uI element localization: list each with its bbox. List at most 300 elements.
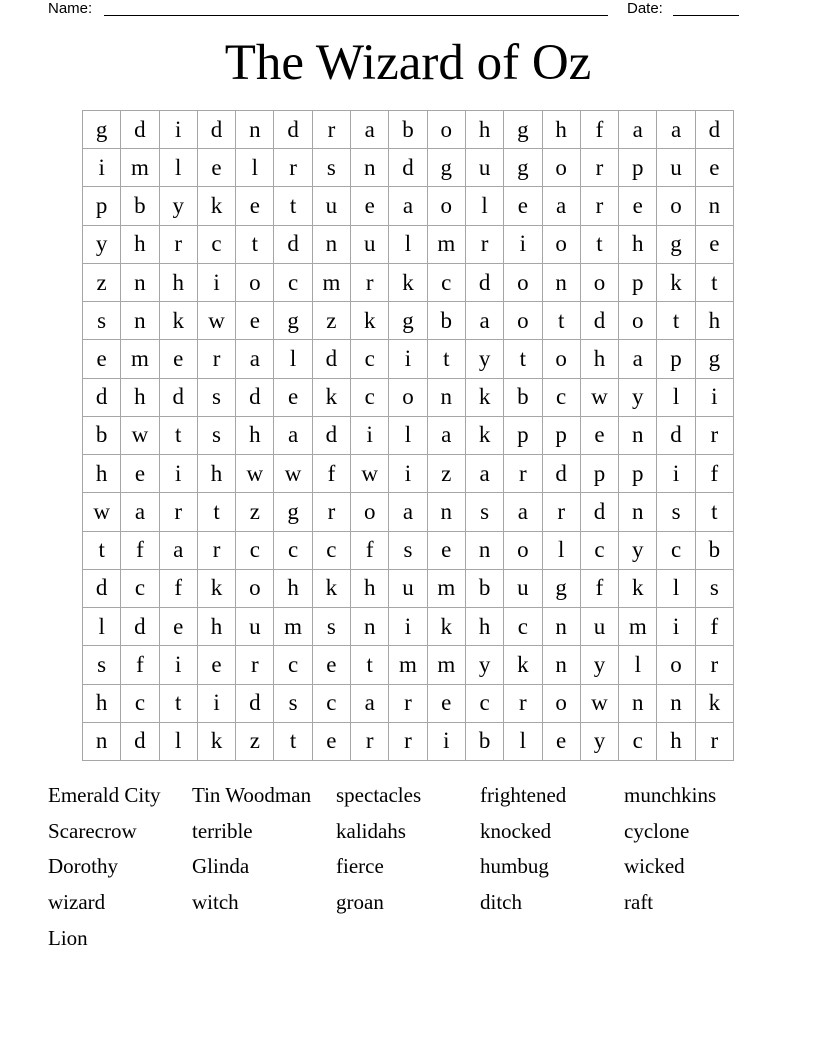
grid-cell[interactable]: l: [83, 608, 121, 646]
grid-cell[interactable]: y: [83, 226, 121, 264]
grid-cell[interactable]: o: [543, 340, 581, 378]
grid-cell[interactable]: b: [504, 379, 542, 417]
grid-cell[interactable]: t: [657, 302, 695, 340]
grid-cell[interactable]: f: [121, 646, 159, 684]
grid-cell[interactable]: m: [121, 149, 159, 187]
grid-cell[interactable]: a: [543, 187, 581, 225]
grid-cell[interactable]: r: [274, 149, 312, 187]
grid-cell[interactable]: m: [313, 264, 351, 302]
grid-cell[interactable]: n: [619, 493, 657, 531]
grid-cell[interactable]: c: [504, 608, 542, 646]
grid-cell[interactable]: s: [657, 493, 695, 531]
grid-cell[interactable]: n: [313, 226, 351, 264]
grid-cell[interactable]: g: [504, 149, 542, 187]
grid-cell[interactable]: t: [83, 532, 121, 570]
grid-cell[interactable]: s: [83, 646, 121, 684]
grid-cell[interactable]: t: [696, 493, 734, 531]
grid-cell[interactable]: a: [619, 340, 657, 378]
grid-cell[interactable]: a: [351, 111, 389, 149]
grid-cell[interactable]: t: [274, 723, 312, 761]
grid-cell[interactable]: c: [121, 570, 159, 608]
grid-cell[interactable]: c: [274, 646, 312, 684]
grid-cell[interactable]: d: [83, 379, 121, 417]
grid-cell[interactable]: b: [121, 187, 159, 225]
grid-cell[interactable]: a: [351, 685, 389, 723]
grid-cell[interactable]: l: [619, 646, 657, 684]
grid-cell[interactable]: n: [121, 264, 159, 302]
grid-cell[interactable]: w: [198, 302, 236, 340]
grid-cell[interactable]: n: [619, 417, 657, 455]
grid-cell[interactable]: r: [313, 111, 351, 149]
grid-cell[interactable]: g: [274, 493, 312, 531]
grid-cell[interactable]: o: [504, 532, 542, 570]
grid-cell[interactable]: c: [313, 532, 351, 570]
grid-cell[interactable]: r: [543, 493, 581, 531]
grid-cell[interactable]: n: [619, 685, 657, 723]
grid-cell[interactable]: i: [160, 455, 198, 493]
grid-cell[interactable]: d: [657, 417, 695, 455]
grid-cell[interactable]: n: [236, 111, 274, 149]
grid-cell[interactable]: z: [428, 455, 466, 493]
grid-cell[interactable]: n: [83, 723, 121, 761]
grid-cell[interactable]: k: [696, 685, 734, 723]
grid-cell[interactable]: u: [351, 226, 389, 264]
grid-cell[interactable]: n: [121, 302, 159, 340]
grid-cell[interactable]: i: [160, 111, 198, 149]
grid-cell[interactable]: g: [389, 302, 427, 340]
grid-cell[interactable]: a: [389, 493, 427, 531]
grid-cell[interactable]: k: [466, 417, 504, 455]
grid-cell[interactable]: b: [466, 570, 504, 608]
grid-cell[interactable]: g: [428, 149, 466, 187]
grid-cell[interactable]: m: [428, 570, 466, 608]
grid-cell[interactable]: e: [313, 723, 351, 761]
word-list-item: fierce: [336, 854, 384, 879]
grid-cell[interactable]: e: [313, 646, 351, 684]
grid-cell[interactable]: u: [313, 187, 351, 225]
grid-cell[interactable]: a: [121, 493, 159, 531]
word-list-item: Glinda: [192, 854, 250, 879]
grid-cell[interactable]: n: [696, 187, 734, 225]
grid-cell[interactable]: t: [696, 264, 734, 302]
grid-cell[interactable]: k: [428, 608, 466, 646]
grid-cell[interactable]: r: [581, 187, 619, 225]
grid-cell[interactable]: t: [581, 226, 619, 264]
grid-cell[interactable]: w: [351, 455, 389, 493]
grid-cell[interactable]: p: [543, 417, 581, 455]
grid-cell[interactable]: k: [657, 264, 695, 302]
grid-cell[interactable]: c: [657, 532, 695, 570]
word-list-item: Dorothy: [48, 854, 118, 879]
grid-cell[interactable]: o: [236, 570, 274, 608]
grid-cell[interactable]: e: [160, 608, 198, 646]
grid-cell[interactable]: d: [389, 149, 427, 187]
grid-cell[interactable]: r: [389, 723, 427, 761]
grid-cell[interactable]: c: [351, 379, 389, 417]
grid-cell[interactable]: c: [466, 685, 504, 723]
grid-cell[interactable]: r: [696, 723, 734, 761]
grid-cell[interactable]: h: [121, 226, 159, 264]
grid-cell[interactable]: r: [351, 264, 389, 302]
grid-cell[interactable]: m: [428, 226, 466, 264]
grid-cell[interactable]: r: [389, 685, 427, 723]
grid-cell[interactable]: i: [198, 264, 236, 302]
grid-cell[interactable]: h: [543, 111, 581, 149]
grid-cell[interactable]: s: [83, 302, 121, 340]
grid-cell[interactable]: b: [83, 417, 121, 455]
grid-cell[interactable]: z: [236, 723, 274, 761]
grid-cell[interactable]: a: [619, 111, 657, 149]
grid-cell[interactable]: k: [198, 187, 236, 225]
grid-cell[interactable]: c: [619, 723, 657, 761]
grid-cell[interactable]: p: [657, 340, 695, 378]
grid-cell[interactable]: o: [581, 264, 619, 302]
grid-cell[interactable]: d: [121, 723, 159, 761]
grid-cell[interactable]: o: [543, 149, 581, 187]
grid-cell[interactable]: r: [160, 226, 198, 264]
grid-cell[interactable]: c: [236, 532, 274, 570]
grid-cell[interactable]: o: [428, 187, 466, 225]
grid-cell[interactable]: z: [313, 302, 351, 340]
grid-cell[interactable]: d: [274, 111, 312, 149]
grid-cell[interactable]: y: [581, 723, 619, 761]
grid-cell[interactable]: h: [121, 379, 159, 417]
grid-cell[interactable]: h: [581, 340, 619, 378]
grid-cell[interactable]: d: [313, 340, 351, 378]
grid-cell[interactable]: e: [619, 187, 657, 225]
grid-cell[interactable]: f: [351, 532, 389, 570]
grid-cell[interactable]: k: [504, 646, 542, 684]
grid-cell[interactable]: s: [389, 532, 427, 570]
grid-cell[interactable]: i: [389, 608, 427, 646]
grid-cell[interactable]: k: [313, 379, 351, 417]
word-list-item: spectacles: [336, 783, 422, 807]
grid-cell[interactable]: l: [389, 417, 427, 455]
grid-cell[interactable]: u: [657, 149, 695, 187]
grid-cell[interactable]: p: [581, 455, 619, 493]
grid-cell[interactable]: m: [389, 646, 427, 684]
grid-cell[interactable]: b: [428, 302, 466, 340]
grid-cell[interactable]: n: [543, 264, 581, 302]
grid-cell[interactable]: k: [313, 570, 351, 608]
grid-cell[interactable]: e: [696, 226, 734, 264]
grid-cell[interactable]: r: [696, 417, 734, 455]
grid-cell[interactable]: c: [351, 340, 389, 378]
grid-cell[interactable]: h: [274, 570, 312, 608]
grid-cell[interactable]: b: [389, 111, 427, 149]
grid-cell[interactable]: t: [160, 417, 198, 455]
grid-cell[interactable]: r: [504, 685, 542, 723]
grid-cell[interactable]: n: [657, 685, 695, 723]
grid-cell[interactable]: d: [121, 111, 159, 149]
grid-cell[interactable]: h: [466, 608, 504, 646]
grid-cell[interactable]: l: [466, 187, 504, 225]
grid-cell[interactable]: s: [274, 685, 312, 723]
grid-cell[interactable]: z: [83, 264, 121, 302]
grid-cell[interactable]: a: [466, 455, 504, 493]
grid-cell[interactable]: l: [274, 340, 312, 378]
grid-cell[interactable]: e: [83, 340, 121, 378]
grid-cell[interactable]: o: [504, 264, 542, 302]
grid-cell[interactable]: z: [236, 493, 274, 531]
word-list-item: munchkins: [624, 783, 717, 807]
grid-cell[interactable]: y: [466, 340, 504, 378]
grid-cell[interactable]: e: [160, 340, 198, 378]
grid-cell[interactable]: r: [351, 723, 389, 761]
grid-cell[interactable]: l: [389, 226, 427, 264]
grid-cell[interactable]: i: [696, 379, 734, 417]
grid-cell[interactable]: c: [428, 264, 466, 302]
grid-cell[interactable]: i: [198, 685, 236, 723]
grid-cell[interactable]: h: [83, 685, 121, 723]
grid-cell[interactable]: w: [83, 493, 121, 531]
grid-cell[interactable]: a: [428, 417, 466, 455]
grid-cell[interactable]: d: [236, 685, 274, 723]
grid-cell[interactable]: n: [428, 379, 466, 417]
grid-cell[interactable]: o: [351, 493, 389, 531]
grid-cell[interactable]: k: [198, 570, 236, 608]
grid-cell[interactable]: t: [351, 646, 389, 684]
grid-cell[interactable]: o: [236, 264, 274, 302]
grid-cell[interactable]: e: [236, 302, 274, 340]
grid-cell[interactable]: r: [160, 493, 198, 531]
grid-cell[interactable]: h: [351, 570, 389, 608]
grid-cell[interactable]: d: [274, 226, 312, 264]
grid-cell[interactable]: i: [657, 608, 695, 646]
grid-cell[interactable]: s: [313, 149, 351, 187]
grid-cell[interactable]: l: [504, 723, 542, 761]
grid-cell[interactable]: p: [504, 417, 542, 455]
grid-cell[interactable]: a: [274, 417, 312, 455]
grid-cell[interactable]: a: [504, 493, 542, 531]
grid-cell[interactable]: o: [389, 379, 427, 417]
grid-cell[interactable]: d: [581, 302, 619, 340]
grid-cell[interactable]: e: [504, 187, 542, 225]
grid-cell[interactable]: o: [619, 302, 657, 340]
grid-cell[interactable]: h: [657, 723, 695, 761]
grid-cell[interactable]: w: [274, 455, 312, 493]
grid-cell[interactable]: g: [83, 111, 121, 149]
grid-cell[interactable]: k: [198, 723, 236, 761]
grid-cell[interactable]: e: [696, 149, 734, 187]
grid-cell[interactable]: w: [581, 379, 619, 417]
grid-cell[interactable]: w: [236, 455, 274, 493]
grid-cell[interactable]: l: [160, 149, 198, 187]
grid-cell[interactable]: k: [351, 302, 389, 340]
grid-cell[interactable]: c: [581, 532, 619, 570]
grid-cell[interactable]: f: [581, 111, 619, 149]
grid-cell[interactable]: s: [313, 608, 351, 646]
grid-cell[interactable]: i: [389, 340, 427, 378]
grid-cell[interactable]: h: [198, 608, 236, 646]
grid-cell[interactable]: s: [198, 417, 236, 455]
word-list-item: wizard: [48, 890, 106, 915]
grid-cell[interactable]: w: [581, 685, 619, 723]
grid-cell[interactable]: i: [657, 455, 695, 493]
grid-cell[interactable]: a: [657, 111, 695, 149]
grid-cell[interactable]: o: [504, 302, 542, 340]
grid-cell[interactable]: c: [274, 532, 312, 570]
grid-cell[interactable]: k: [466, 379, 504, 417]
grid-cell[interactable]: s: [466, 493, 504, 531]
grid-cell[interactable]: m: [274, 608, 312, 646]
name-field-line[interactable]: [104, 15, 608, 16]
grid-cell[interactable]: a: [389, 187, 427, 225]
grid-cell[interactable]: e: [428, 532, 466, 570]
grid-cell[interactable]: d: [696, 111, 734, 149]
grid-cell[interactable]: i: [351, 417, 389, 455]
grid-cell[interactable]: y: [619, 379, 657, 417]
grid-cell[interactable]: r: [198, 340, 236, 378]
grid-cell[interactable]: n: [351, 149, 389, 187]
grid-cell[interactable]: o: [657, 187, 695, 225]
grid-cell[interactable]: r: [236, 646, 274, 684]
grid-cell[interactable]: y: [619, 532, 657, 570]
grid-cell[interactable]: p: [619, 455, 657, 493]
grid-cell[interactable]: f: [696, 455, 734, 493]
grid-cell[interactable]: e: [351, 187, 389, 225]
grid-cell[interactable]: n: [543, 646, 581, 684]
grid-cell[interactable]: r: [313, 493, 351, 531]
grid-cell[interactable]: u: [389, 570, 427, 608]
grid-cell[interactable]: h: [160, 264, 198, 302]
grid-cell[interactable]: d: [83, 570, 121, 608]
grid-cell[interactable]: t: [274, 187, 312, 225]
grid-cell[interactable]: l: [657, 570, 695, 608]
grid-cell[interactable]: p: [83, 187, 121, 225]
grid-cell[interactable]: e: [274, 379, 312, 417]
grid-cell[interactable]: i: [389, 455, 427, 493]
grid-cell[interactable]: f: [581, 570, 619, 608]
grid-cell[interactable]: o: [543, 685, 581, 723]
grid-cell[interactable]: g: [657, 226, 695, 264]
grid-cell[interactable]: k: [160, 302, 198, 340]
grid-cell[interactable]: a: [236, 340, 274, 378]
grid-cell[interactable]: l: [543, 532, 581, 570]
grid-cell[interactable]: m: [619, 608, 657, 646]
grid-cell[interactable]: h: [236, 417, 274, 455]
grid-cell[interactable]: i: [160, 646, 198, 684]
grid-cell[interactable]: i: [83, 149, 121, 187]
grid-cell[interactable]: u: [504, 570, 542, 608]
grid-cell[interactable]: n: [351, 608, 389, 646]
grid-cell[interactable]: h: [198, 455, 236, 493]
grid-cell[interactable]: d: [581, 493, 619, 531]
grid-cell[interactable]: r: [466, 226, 504, 264]
grid-cell[interactable]: g: [504, 111, 542, 149]
grid-cell[interactable]: m: [428, 646, 466, 684]
grid-cell[interactable]: f: [121, 532, 159, 570]
grid-cell[interactable]: h: [466, 111, 504, 149]
grid-cell[interactable]: a: [466, 302, 504, 340]
grid-cell[interactable]: o: [543, 226, 581, 264]
header-row: [48, 0, 748, 22]
grid-cell[interactable]: b: [696, 532, 734, 570]
grid-cell[interactable]: p: [619, 149, 657, 187]
grid-cell[interactable]: d: [466, 264, 504, 302]
grid-cell[interactable]: s: [696, 570, 734, 608]
grid-cell[interactable]: r: [581, 149, 619, 187]
grid-cell[interactable]: l: [236, 149, 274, 187]
grid-cell[interactable]: n: [428, 493, 466, 531]
date-field-line[interactable]: [673, 15, 739, 16]
grid-cell[interactable]: t: [543, 302, 581, 340]
grid-cell[interactable]: e: [428, 685, 466, 723]
grid-cell[interactable]: o: [428, 111, 466, 149]
grid-cell[interactable]: n: [466, 532, 504, 570]
grid-cell[interactable]: t: [236, 226, 274, 264]
grid-cell[interactable]: c: [121, 685, 159, 723]
page-title: The Wizard of Oz: [224, 35, 592, 91]
grid-cell[interactable]: d: [313, 417, 351, 455]
grid-cell[interactable]: y: [160, 187, 198, 225]
grid-cell[interactable]: h: [696, 302, 734, 340]
grid-cell[interactable]: u: [236, 608, 274, 646]
grid-cell[interactable]: d: [160, 379, 198, 417]
grid-cell[interactable]: t: [504, 340, 542, 378]
grid-cell[interactable]: i: [504, 226, 542, 264]
grid-cell[interactable]: r: [504, 455, 542, 493]
grid-cell[interactable]: m: [121, 340, 159, 378]
grid-cell[interactable]: r: [696, 646, 734, 684]
grid-cell[interactable]: y: [466, 646, 504, 684]
grid-cell[interactable]: r: [198, 532, 236, 570]
word-list-item: Tin Woodman: [192, 783, 312, 807]
grid-cell[interactable]: c: [543, 379, 581, 417]
grid-cell[interactable]: g: [543, 570, 581, 608]
grid-cell[interactable]: c: [274, 264, 312, 302]
grid-cell[interactable]: s: [198, 379, 236, 417]
grid-cell[interactable]: k: [389, 264, 427, 302]
grid-cell[interactable]: l: [657, 379, 695, 417]
grid-cell[interactable]: w: [121, 417, 159, 455]
grid-cell[interactable]: n: [543, 608, 581, 646]
grid-cell[interactable]: h: [83, 455, 121, 493]
grid-cell[interactable]: h: [619, 226, 657, 264]
grid-cell[interactable]: b: [466, 723, 504, 761]
grid-cell[interactable]: t: [198, 493, 236, 531]
grid-cell[interactable]: c: [198, 226, 236, 264]
grid-cell[interactable]: y: [581, 646, 619, 684]
grid-cell[interactable]: t: [160, 685, 198, 723]
grid-cell[interactable]: k: [619, 570, 657, 608]
grid-cell[interactable]: u: [581, 608, 619, 646]
grid-cell[interactable]: d: [236, 379, 274, 417]
grid-cell[interactable]: f: [160, 570, 198, 608]
grid-cell[interactable]: a: [160, 532, 198, 570]
grid-cell[interactable]: e: [198, 149, 236, 187]
grid-cell[interactable]: d: [543, 455, 581, 493]
grid-cell[interactable]: f: [313, 455, 351, 493]
grid-cell[interactable]: i: [428, 723, 466, 761]
grid-cell[interactable]: d: [121, 608, 159, 646]
grid-cell[interactable]: e: [198, 646, 236, 684]
grid-cell[interactable]: l: [160, 723, 198, 761]
grid-cell[interactable]: t: [428, 340, 466, 378]
grid-cell[interactable]: p: [619, 264, 657, 302]
grid-cell[interactable]: c: [313, 685, 351, 723]
grid-cell[interactable]: d: [198, 111, 236, 149]
grid-cell[interactable]: g: [696, 340, 734, 378]
grid-cell[interactable]: e: [581, 417, 619, 455]
grid-cell[interactable]: e: [543, 723, 581, 761]
grid-cell[interactable]: e: [236, 187, 274, 225]
grid-cell[interactable]: f: [696, 608, 734, 646]
grid-cell[interactable]: g: [274, 302, 312, 340]
grid-cell[interactable]: u: [466, 149, 504, 187]
grid-cell[interactable]: e: [121, 455, 159, 493]
grid-cell[interactable]: o: [657, 646, 695, 684]
